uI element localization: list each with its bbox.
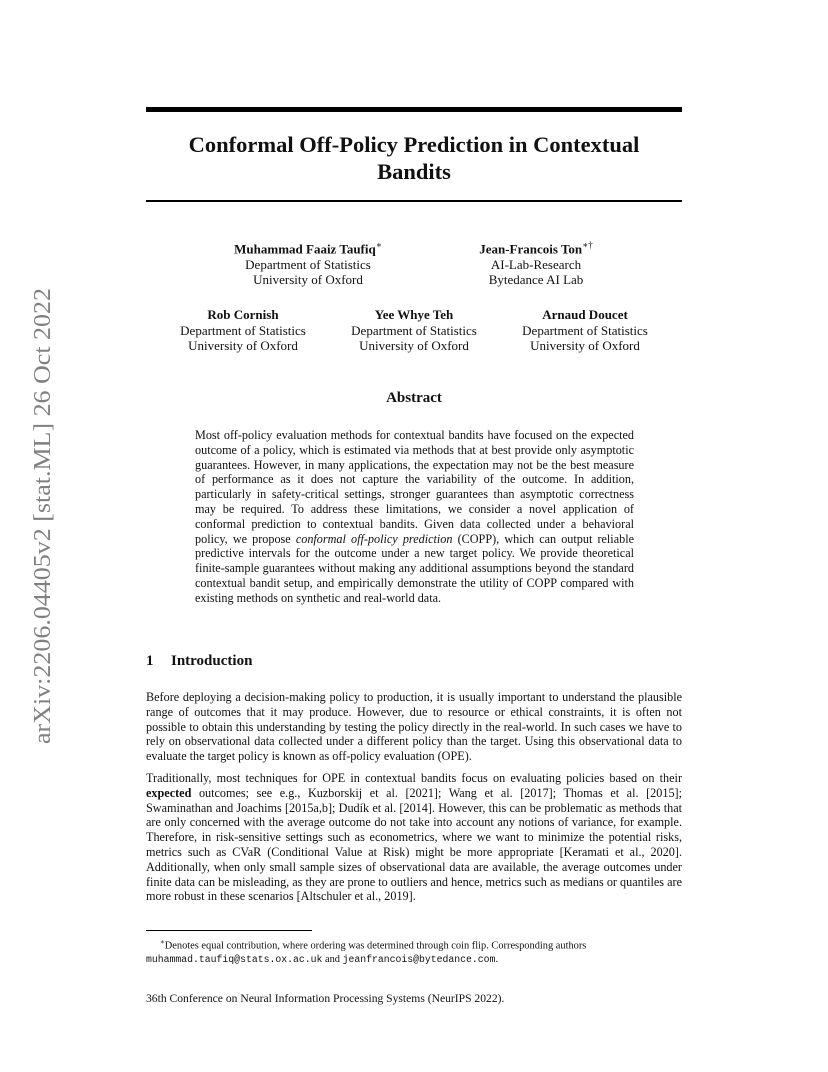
author-block xyxy=(333,307,495,354)
author-name: Rob Cornish xyxy=(207,307,279,322)
footnote-mark: ∗ xyxy=(160,938,165,946)
abstract-emphasis: conformal off-policy prediction xyxy=(295,531,453,546)
section-number: 1 xyxy=(146,653,154,669)
author-institution: University of Oxford xyxy=(359,338,469,353)
author-affiliation: Department of Statistics xyxy=(180,322,306,338)
title-line-2: Bandits xyxy=(377,159,451,184)
footnote: ∗Denotes equal contribution, where ordering was determined through coin flip. Corresponding authors muhammad.taufiq@stats.ox.ac.uk and jeanfrancois@bytedance.com. xyxy=(146,938,587,966)
title-top-rule xyxy=(146,107,682,112)
arxiv-stamp-text: arXiv:2206.04405v2 [stat.ML] 26 Oct 2022 xyxy=(30,322,56,744)
author-affiliation: Department of Statistics xyxy=(351,322,477,338)
abstract-text: Most off-policy evaluation methods for contextual bandits have focused on the expected outcome of a policy, which is estimated via methods that at best provide only asymptotic guarantees. However, in many applications, the expectation may not be the best measure of performance as it does not capture the variability of the outcome. In addition, particularly in safety-critical settings, stronger guarantees than asymptotic correctness may be required. To address these limitations, we consider a novel application of conformal prediction to contextual bandits. Given data collected under a behavioral policy, we propose conformal off-policy prediction (COPP), which can output reliable predictive intervals for the outcome under a new target policy. We provide theoretical finite-sample guarantees without making any additional assumptions beyond the standard contextual bandit setup, and empirically demonstrate the utility of COPP compared with existing methods on synthetic and real-world data. xyxy=(195,428,634,605)
author-name: Arnaud Doucet xyxy=(542,307,628,322)
author-name: Yee Whye Teh xyxy=(374,307,454,322)
email-link[interactable]: jeanfrancois@bytedance.com xyxy=(342,954,496,966)
paper-title xyxy=(146,131,682,185)
author-institution: University of Oxford xyxy=(530,338,640,353)
author-block xyxy=(436,238,636,288)
abstract-heading: Abstract xyxy=(386,390,442,406)
author-name: Jean-Francois Ton xyxy=(479,241,583,257)
section-heading xyxy=(146,653,252,670)
section-title: Introduction xyxy=(171,653,253,669)
title-bottom-rule xyxy=(146,200,682,202)
venue-note: 36th Conference on Neural Information Processing Systems (NeurIPS 2022). xyxy=(146,992,505,1005)
author-block xyxy=(504,307,666,354)
email-link[interactable]: muhammad.taufiq@stats.ox.ac.uk xyxy=(146,954,323,966)
author-name: Muhammad Faaiz Taufiq xyxy=(234,241,376,257)
author-mark: ∗† xyxy=(582,240,593,250)
author-institution: Bytedance AI Lab xyxy=(488,272,584,288)
emphasis-bold: expected xyxy=(146,785,192,800)
author-block xyxy=(208,238,408,288)
author-institution: University of Oxford xyxy=(253,272,363,288)
author-affiliation: Department of Statistics xyxy=(245,256,371,272)
footnote-divider xyxy=(146,930,312,931)
body-paragraph: Traditionally, most techniques for OPE in contextual bandits focus on evaluating policies based on their expected outcomes; see e.g., Kuzborskij et al. [2021]; Wang et al. [2017]; Thomas et al. [2015]; Swaminathan and Joachims [2015a,b]; Dudík et al. [2014]. However, this can be problematic as methods that are only concerned with the average outcome do not take into account any notions of variance, for example. Therefore, in risk-sensitive settings such as econometrics, where we want to minimize the potential risks, metrics such as CVaR (Conditional Value at Risk) might be more appropriate [Keramati et al., 2020]. Additionally, when only small sample sizes of observational data are available, the average outcomes under finite data can be misleading, as they are prone to outliers and hence, metrics such as medians or quantiles are more robust in these scenarios [Altschuler et al., 2019]. xyxy=(146,771,682,904)
author-block xyxy=(162,307,324,354)
author-institution: University of Oxford xyxy=(188,338,298,353)
title-line-1: Conformal Off-Policy Prediction in Contextual xyxy=(188,132,640,157)
footnote-text: Denotes equal contribution, where ordering was determined through coin flip. Corresponding authors xyxy=(164,940,587,952)
body-paragraph: Before deploying a decision-making policy to production, it is usually important to understand the plausible range of outcomes that it may produce. However, due to resource or ethical constraints, it is often not possible to obtain this understanding by testing the policy directly in the real-world. In such cases we have to rely on observational data collected under a different policy than the target. Using this observational data to evaluate the target policy is known as off-policy evaluation (OPE). xyxy=(146,690,682,764)
author-mark: ∗ xyxy=(375,240,382,250)
author-affiliation: AI-Lab-Research xyxy=(490,256,582,272)
author-affiliation: Department of Statistics xyxy=(522,322,648,338)
arxiv-identifier-stamp xyxy=(10,286,60,746)
